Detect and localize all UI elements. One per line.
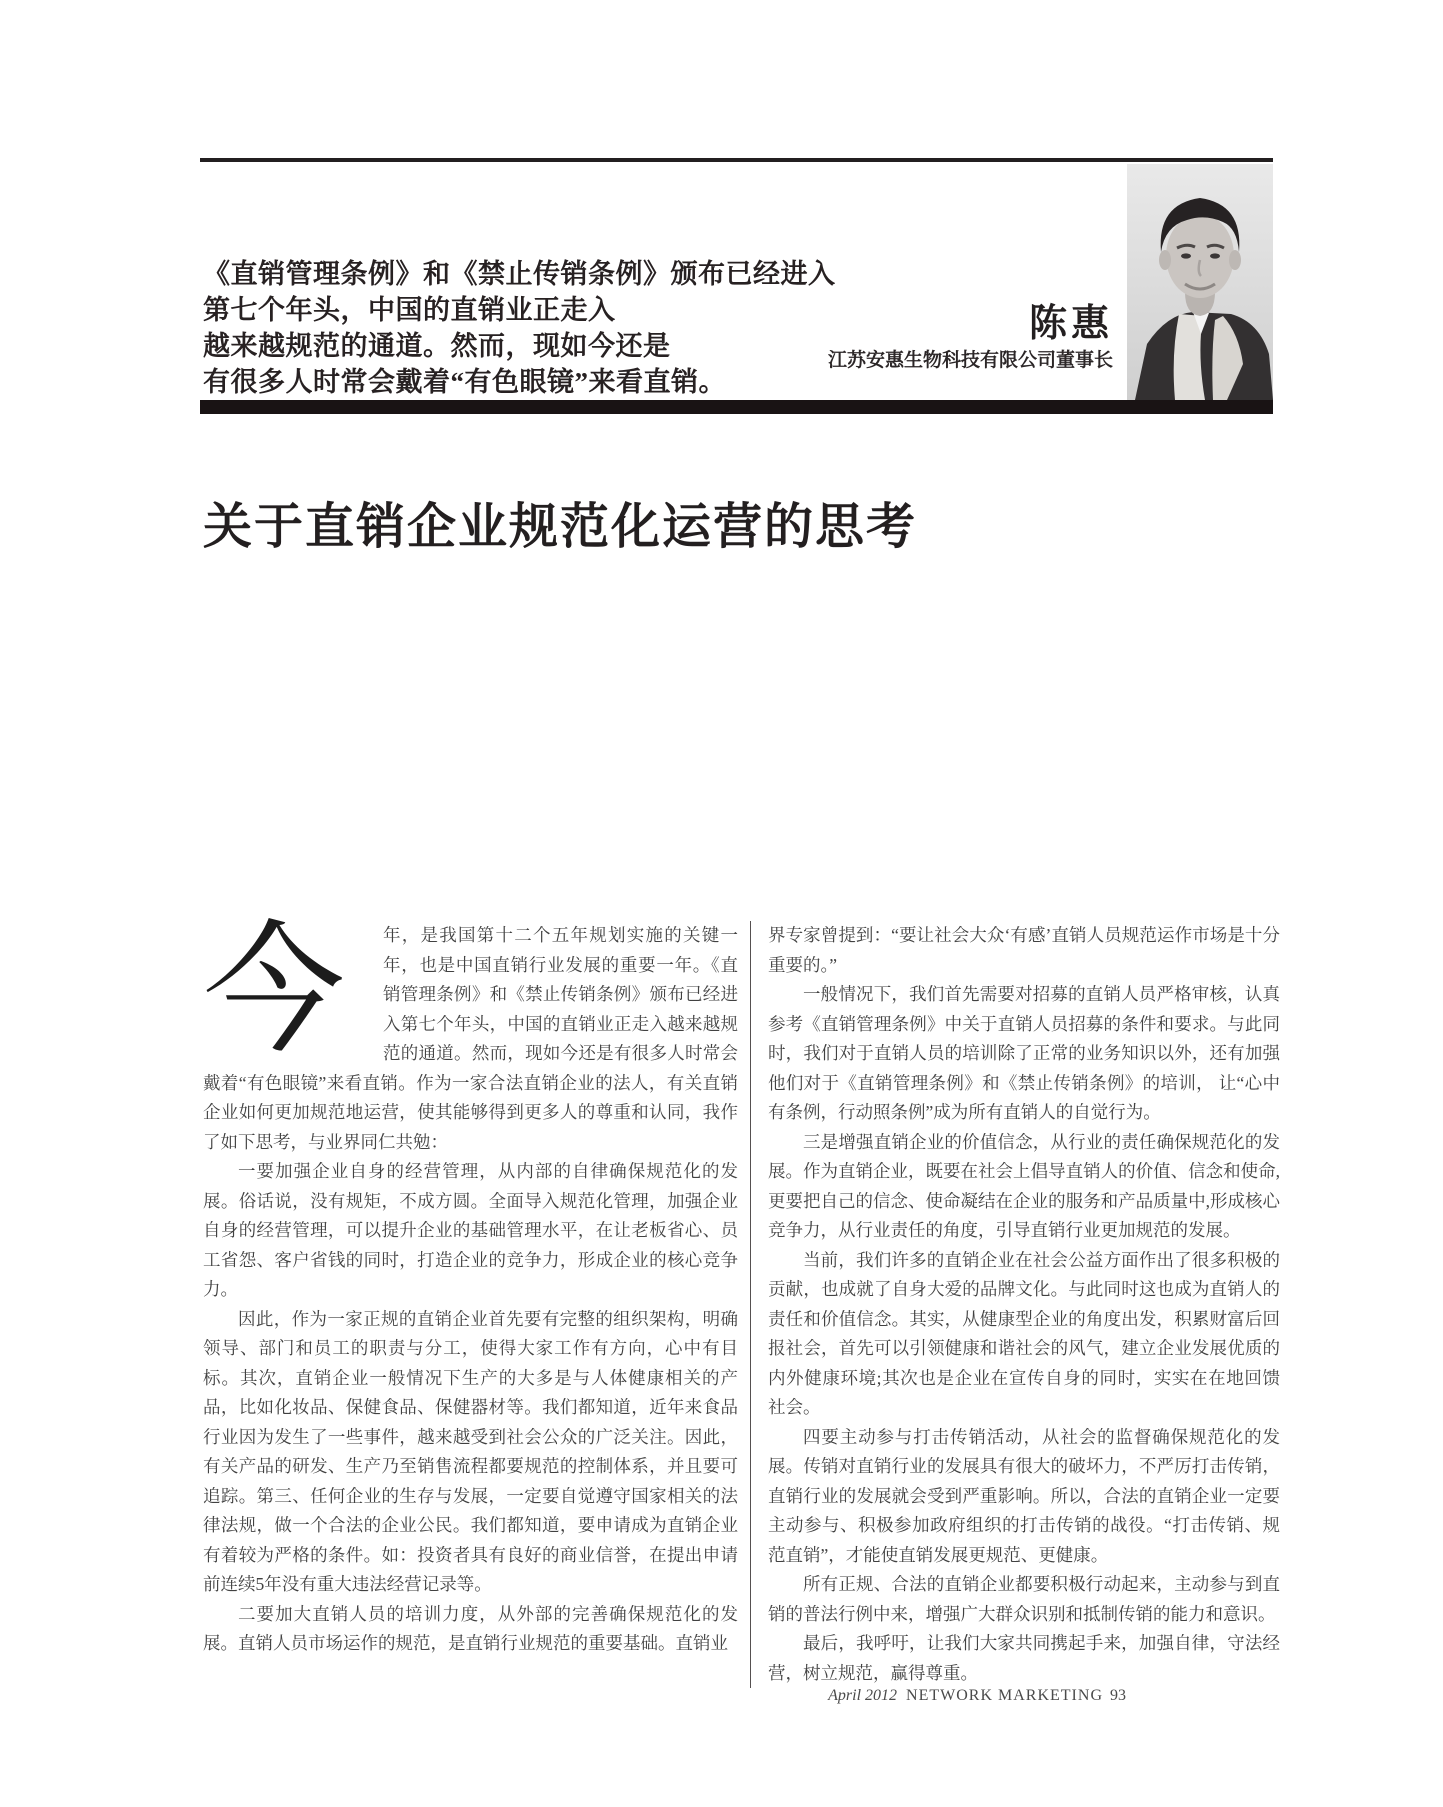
paragraph: 三是增强直销企业的价值信念，从行业的责任确保规范化的发展。作为直销企业，既要在社会上倡导直销人的价值、信念和使命,更要把自己的信念、使命凝结在企业的服务和产品质量中,形成核心竞争力，从行业责任的角度，引导直销行业更加规范的发展。	[768, 1131, 1280, 1240]
quote-line: 第七个年头，中国的直销业正走入	[203, 295, 616, 325]
author-title: 江苏安惠生物科技有限公司董事长	[827, 350, 1113, 371]
quote-line: 有很多人时常会戴着“有色眼镜”来看直销。	[203, 367, 726, 397]
paragraph: 一般情况下，我们首先需要对招募的直销人员严格审核，认真参考《直销管理条例》中关于直销人员招募的条件和要求。与此同时，我们对于直销人员的培训除了正常的业务知识以外，还有加强他们对于《直销管理条例》和《禁止传销条例》的培训， 让“心中有条例，行动照条例”成为所有直销人的自觉行为。	[768, 984, 1280, 1122]
footer-page-number: 93	[1110, 1687, 1126, 1704]
right-column	[768, 921, 1280, 1688]
paragraph-continuation: 界专家曾提到：“要让社会大众‘有感’直销人员规范运作市场是十分重要的。”	[768, 925, 1280, 975]
paragraph: 因此，作为一家正规的直销企业首先要有完整的组织架构，明确领导、部门和员工的职责与分工，使得大家工作有方向，心中有目标。其次，直销企业一般情况下生产的大多是与人体健康相关的产品，比如化妆品、保健食品、保健器材等。我们都知道，近年来食品行业因为发生了一些事件，越来越受到社会公众的广泛关注。因此，有关产品的研发、生产乃至销售流程都要规范的控制体系，并且要可追踪。第三、任何企业的生存与发展，一定要自觉遵守国家相关的法律法规，做一个合法的企业公民。我们都知道，要申请成为直销企业有着较为严格的条件。如：投资者具有良好的商业信誉，在提出申请前连续5年没有重大违法经营记录等。	[203, 1308, 738, 1594]
paragraph: 所有正规、合法的直销企业都要积极行动起来，主动参与到直销的普法行例中来，增强广大群众识别和抵制传销的能力和意识。	[768, 1574, 1280, 1624]
author-name: 陈惠	[1028, 303, 1113, 345]
column-divider	[750, 921, 751, 1688]
paragraph: 最后，我呼吁，让我们大家共同携起手来，加强自律，守法经营，树立规范，赢得尊重。	[768, 1633, 1280, 1683]
portrait-graphic	[1127, 164, 1273, 400]
article-body	[203, 912, 1280, 1688]
footer-issue-date: April 2012	[828, 1687, 898, 1704]
footer-magazine-name: NETWORK MARKETING	[906, 1687, 1103, 1704]
paragraph: 当前，我们许多的直销企业在社会公益方面作出了很多积极的贡献，也成就了自身大爱的品牌文化。与此同时这也成为直销人的责任和价值信念。其实，从健康型企业的角度出发，积累财富后回报社会，首先可以引领健康和谐社会的风气，建立企业发展优质的内外健康环境;其次也是企业在宣传自身的同时，实实在在地回馈社会。	[768, 1249, 1280, 1417]
drop-cap: 今	[203, 912, 345, 1070]
paragraph: 二要加大直销人员的培训力度，从外部的完善确保规范化的发展。直销人员市场运作的规范，是直销行业规范的重要基础。直销业	[203, 1603, 738, 1653]
quote-line: 《直销管理条例》和《禁止传销条例》颁布已经进入	[203, 259, 836, 289]
left-column	[203, 912, 738, 1688]
paragraph: 一要加强企业自身的经营管理，从内部的自律确保规范化的发展。俗话说，没有规矩，不成方圆。全面导入规范化管理，加强企业自身的经营管理，可以提升企业的基础管理水平，在让老板省心、员工省怨、客户省钱的同时，打造企业的竞争力，形成企业的核心竞争力。	[203, 1161, 738, 1299]
quote-line: 越来越规范的通道。然而，现如今还是	[203, 331, 671, 361]
paragraph-text: 年，是我国第十二个五年规划实施的关键一年，也是中国直销行业发展的重要一年。《直销管理条例》和《禁止传销条例》颁布已经进入第七个年头，中国的直销业正走入越来越规范的通道。然而，现如今还是有很多人时常会戴着“有色眼镜”来看直销。作为一家合法直销企业的法人，有关直销企业如何更加规范地运营，使其能够得到更多人的尊重和认同，我作了如下思考，与业界同仁共勉：	[203, 925, 738, 1152]
paragraph-lead	[203, 912, 738, 1157]
section-bar	[200, 400, 1273, 414]
intro-quote	[203, 256, 843, 400]
paragraph: 四要主动参与打击传销活动，从社会的监督确保规范化的发展。传销对直销行业的发展具有很大的破坏力，不严厉打击传销，直销行业的发展就会受到严重影响。所以，合法的直销企业一定要主动参与、积极参加政府组织的打击传销的战役。“打击传销、规范直销”，才能使直销发展更规范、更健康。	[768, 1426, 1280, 1565]
author-photo	[1127, 164, 1273, 400]
article-headline: 关于直销企业规范化运营的思考	[203, 499, 918, 554]
top-rule	[200, 158, 1273, 162]
page-footer	[828, 1687, 1126, 1705]
